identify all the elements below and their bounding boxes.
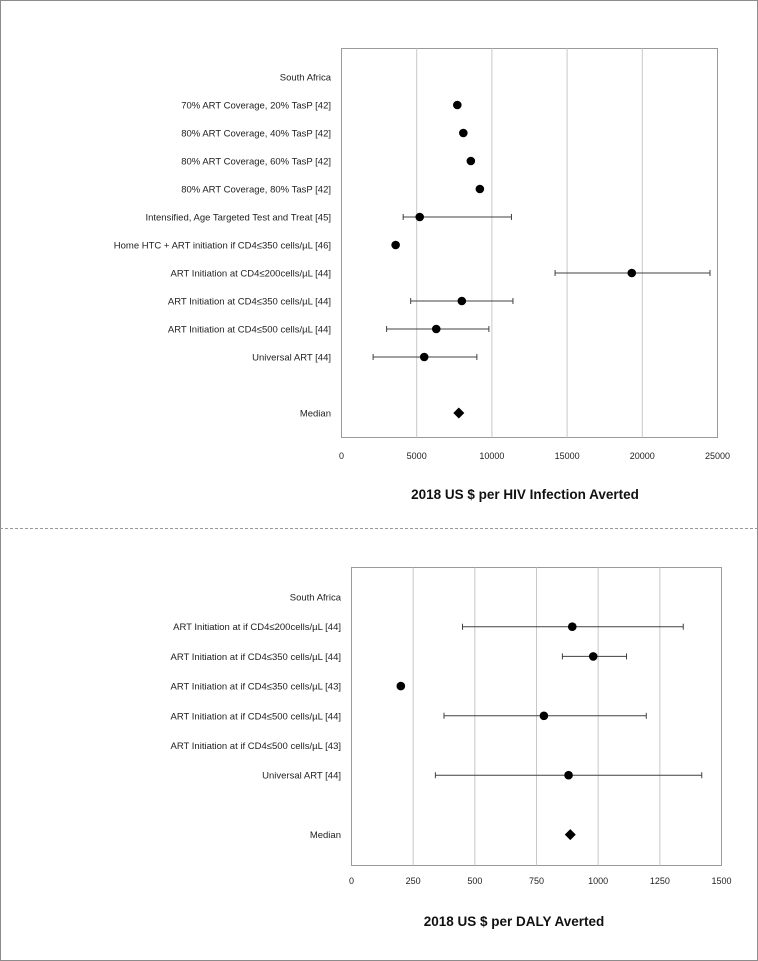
point-marker [458,297,467,306]
category-label: 80% ART Coverage, 60% TasP [42] [181,156,331,168]
category-label: ART Initiation at CD4≤500 cells/µL [44] [167,324,331,336]
point-marker [397,682,406,691]
x-tick-label: 25000 [704,451,731,461]
x-tick-label: 10000 [479,451,505,461]
point-marker [459,129,468,138]
point-marker [432,325,441,334]
category-label: ART Initiation at if CD4≤500 cells/µL [43] [170,741,341,752]
category-label: 80% ART Coverage, 80% TasP [42] [181,184,331,196]
category-label: 80% ART Coverage, 40% TasP [42] [181,128,331,140]
category-label: Intensified, Age Targeted Test and Treat [45] [145,212,331,224]
point-marker [540,712,549,721]
x-axis-title: 2018 US $ per DALY Averted [423,914,605,929]
category-label: South Africa [279,72,331,84]
point-marker [453,101,462,110]
x-tick-label: 0 [338,451,345,461]
x-tick-label: 250 [405,876,421,886]
point-marker [467,157,476,166]
point-marker [391,241,400,250]
category-label: Universal ART [44] [252,352,331,364]
x-tick-label: 1000 [588,876,609,886]
x-tick-label: 1250 [649,876,670,886]
category-label: ART Initiation at CD4≤200cells/µL [44] [170,268,331,280]
x-tick-label: 1500 [711,876,732,886]
category-label: Median [309,830,341,842]
x-tick-label: 0 [348,876,355,886]
category-label: ART Initiation at CD4≤350 cells/µL [44] [167,296,331,308]
figure-frame [1,1,758,961]
point-marker [415,213,424,222]
category-label: Home HTC + ART initiation if CD4≤350 cells/µL [46] [113,240,331,252]
x-tick-label: 5000 [406,451,427,461]
x-tick-label: 500 [467,876,483,886]
point-marker [627,269,636,278]
point-marker [476,185,485,194]
x-axis-title: 2018 US $ per HIV Infection Averted [411,487,639,502]
point-marker [589,652,598,661]
x-tick-label: 750 [528,876,545,886]
category-label: South Africa [289,592,341,604]
category-label: ART Initiation at if CD4≤200cells/µL [44] [173,622,341,634]
point-marker [420,353,429,362]
x-tick-label: 20000 [629,451,655,461]
category-label: ART Initiation at if CD4≤350 cells/µL [44] [170,651,341,663]
point-marker [564,771,573,780]
category-label: ART Initiation at if CD4≤500 cells/µL [44] [170,711,341,723]
category-label: Median [299,408,331,420]
category-label: 70% ART Coverage, 20% TasP [42] [181,100,331,112]
point-marker [568,622,577,631]
x-tick-label: 15000 [554,451,580,461]
category-label: ART Initiation at if CD4≤350 cells/µL [43] [170,681,341,693]
category-label: Universal ART [44] [262,770,341,782]
